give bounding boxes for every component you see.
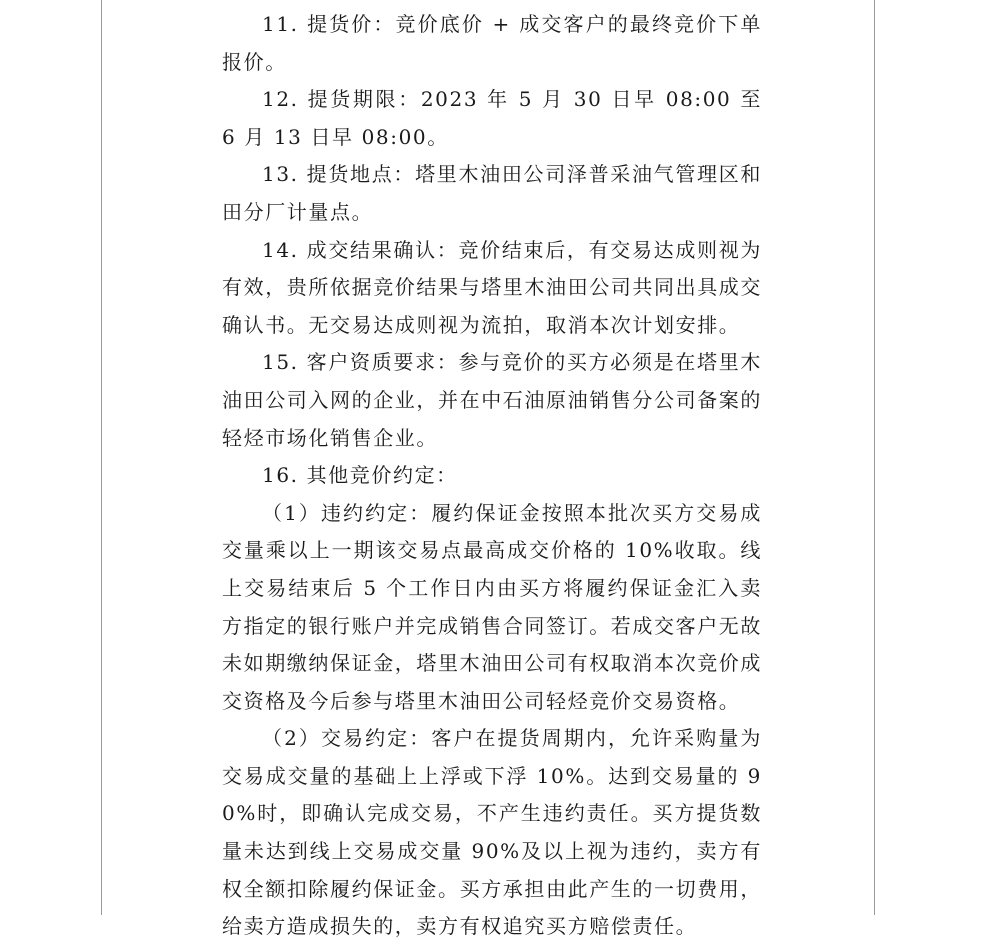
page-edge-right	[874, 0, 875, 915]
clause-13-pickup-location: 13. 提货地点：塔里木油田公司泽普采油气管理区和田分厂计量点。	[222, 162, 762, 224]
clause-14-result-confirmation: 14. 成交结果确认：竞价结束后，有交易达成则视为有效，贵所依据竞价结果与塔里木油田公司共同出具成交确认书。无交易达成则视为流拍，取消本次计划安排。	[222, 237, 762, 337]
clause-11-pickup-price: 11. 提货价：竞价底价 + 成交客户的最终竞价下单报价。	[222, 12, 762, 74]
clause-16-other-agreements: 16. 其他竞价约定：	[262, 463, 458, 488]
clause-15-customer-qualification: 15. 客户资质要求：参与竞价的买方必须是在塔里木油田公司入网的企业，并在中石油原油销售分公司备案的轻烃市场化销售企业。	[222, 350, 762, 450]
clause-12-pickup-period: 12. 提货期限：2023 年 5 月 30 日早 08:00 至 6 月 13 日早 08:00。	[222, 87, 762, 149]
clause-16-1-default-agreement: （1）违约约定：履约保证金按照本批次买方交易成交量乘以上一期该交易点最高成交价格的 10%收取。线上交易结束后 5 个工作日内由买方将履约保证金汇入卖方指定的银行账户并完成销售合同签订。若成交客户无故未如期缴纳保证金，塔里木油田公司有权取消本次竞价成交资格及今后参与塔里木油田公司轻烃竞价交易资格。	[222, 500, 762, 713]
page-edge-left	[101, 0, 102, 915]
document-body	[222, 6, 762, 946]
clause-16-2-trading-agreement: （2）交易约定：客户在提货周期内，允许采购量为交易成交量的基础上上浮或下浮 10%。达到交易量的 90%时，即确认完成交易，不产生违约责任。买方提货数量未达到线上交易成交量 90%及以上视为违约，卖方有权全额扣除履约保证金。买方承担由此产生的一切费用，给卖方造成损失的，卖方有权追究买方赔偿责任。	[222, 726, 762, 939]
